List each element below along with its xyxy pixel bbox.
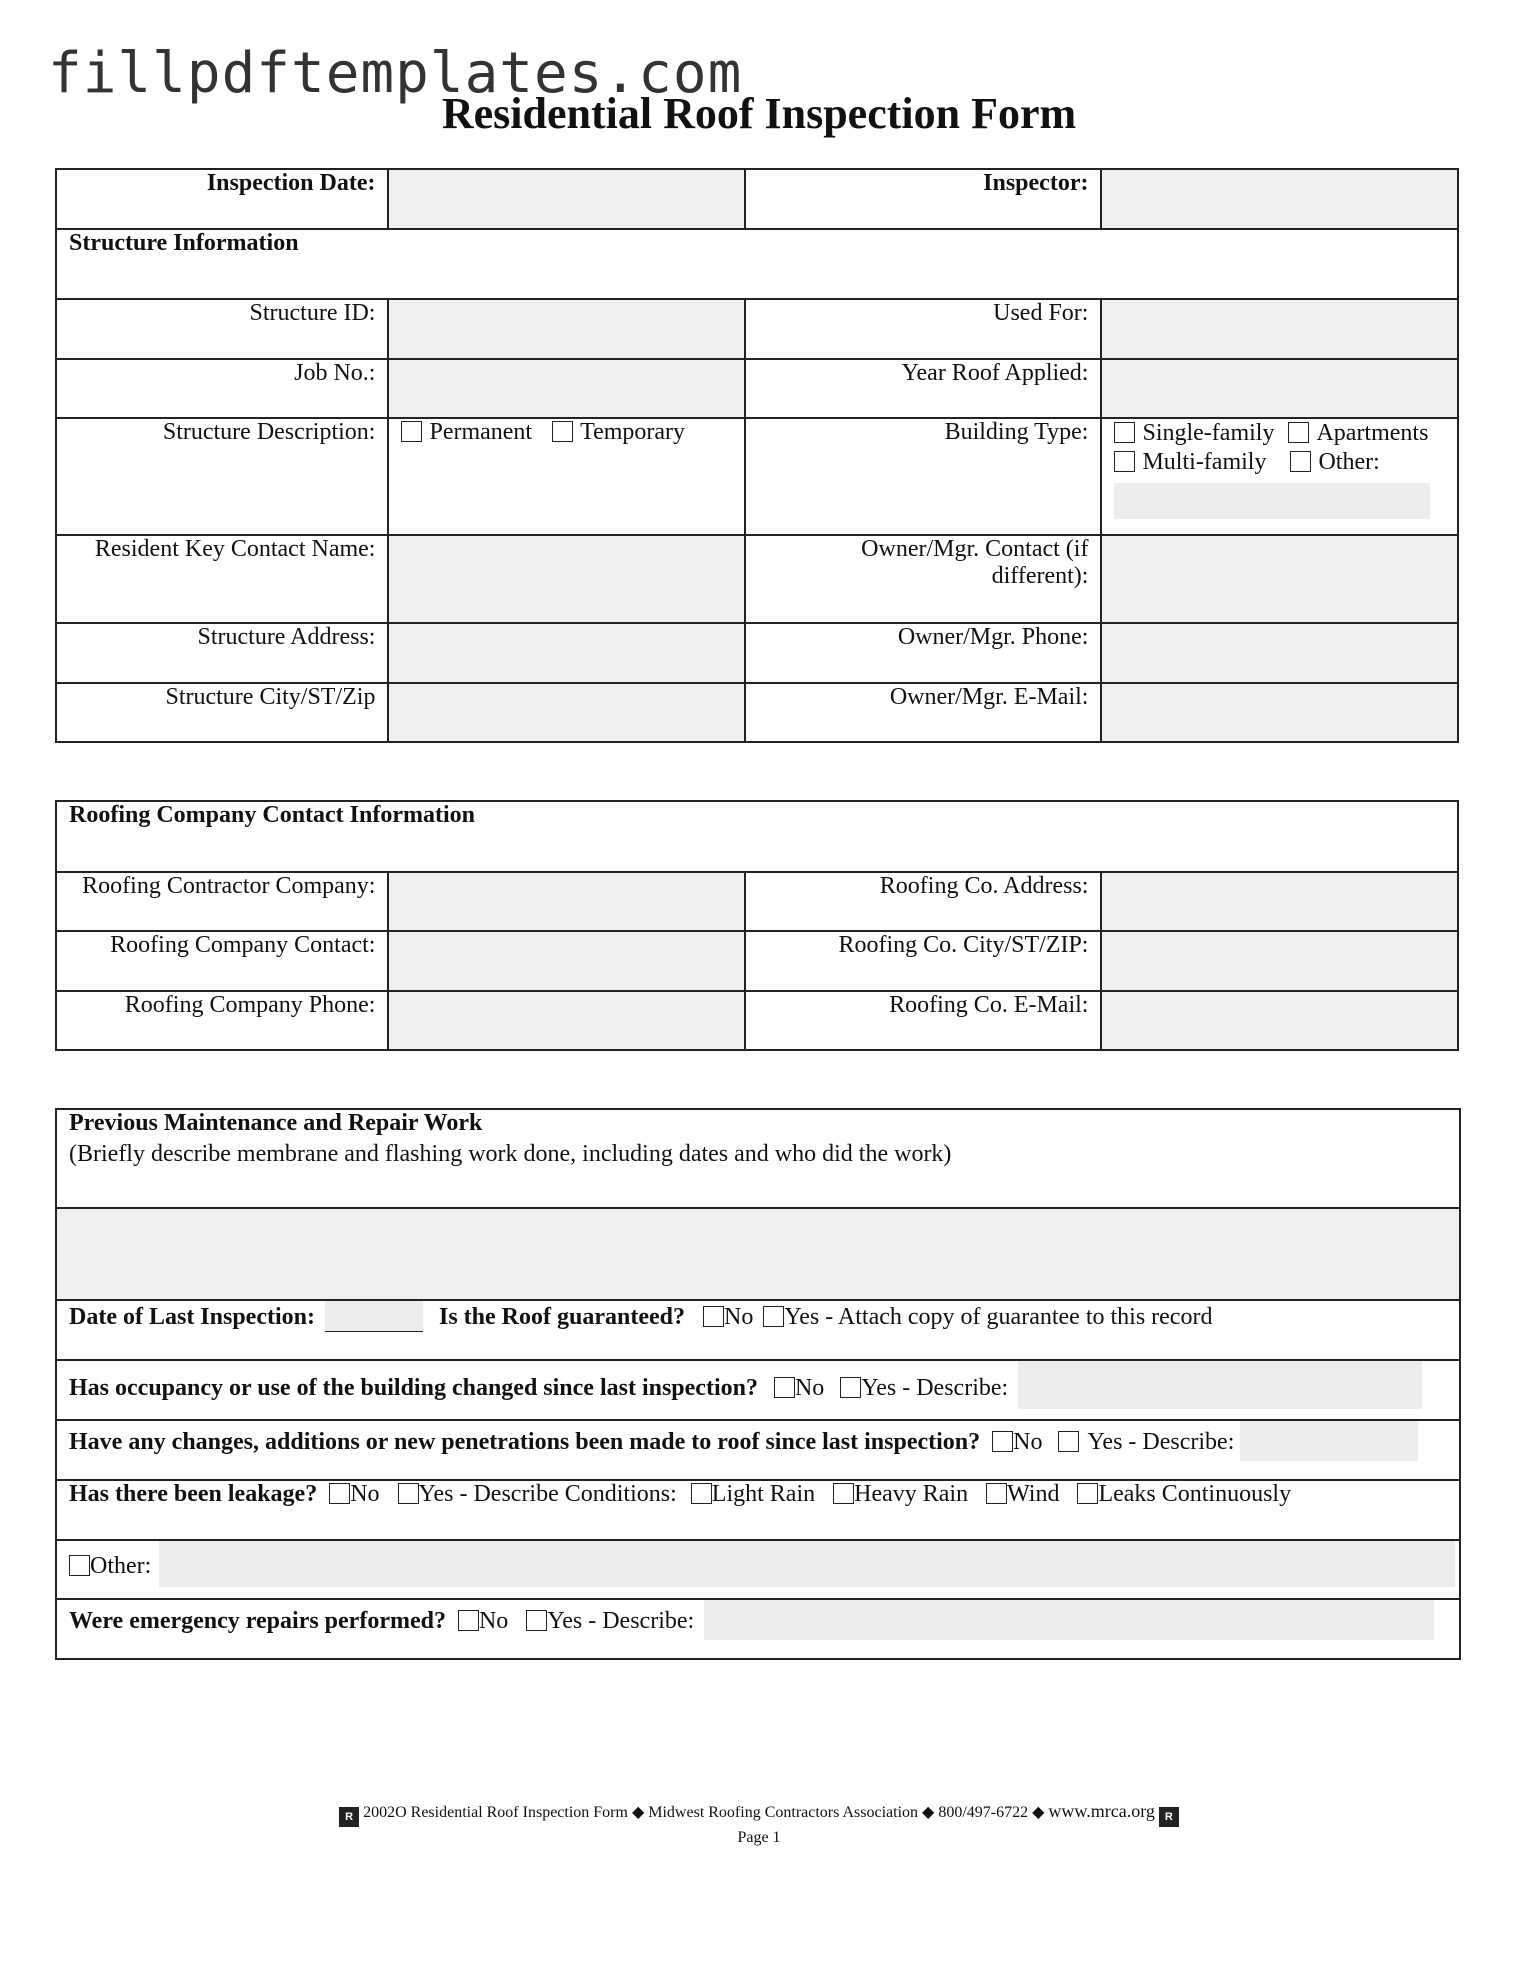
apartments-option[interactable] <box>1288 420 1428 446</box>
year-roof-applied-field[interactable] <box>1101 359 1458 418</box>
last-inspection-date-field[interactable] <box>325 1301 423 1332</box>
roofing-company-table <box>55 800 1459 1051</box>
maintenance-heading-cell <box>56 1109 1460 1208</box>
light-rain-checkbox[interactable] <box>691 1483 712 1504</box>
guaranteed-question: Is the Roof guaranteed? <box>439 1304 685 1330</box>
changes-yes-checkbox[interactable] <box>1058 1431 1079 1452</box>
changes-yes-label: Yes - Describe: <box>1087 1429 1235 1455</box>
heavy-rain-checkbox[interactable] <box>833 1483 854 1504</box>
emergency-no-checkbox[interactable] <box>458 1610 479 1631</box>
single-family-label: Single-family <box>1142 420 1275 446</box>
wind-checkbox[interactable] <box>986 1483 1007 1504</box>
contractor-company-label: Roofing Contractor Company: <box>56 872 388 931</box>
roofing-city-field[interactable] <box>1101 931 1458 991</box>
occupancy-yes-label: Yes - Describe: <box>861 1375 1009 1401</box>
building-type-label: Building Type: <box>745 418 1102 535</box>
owner-email-label: Owner/Mgr. E-Mail: <box>745 683 1102 742</box>
contractor-company-field[interactable] <box>388 872 745 931</box>
building-type-options <box>1101 418 1458 535</box>
inspection-date-field[interactable] <box>388 169 745 229</box>
guaranteed-yes-label: Yes - Attach copy of guarantee to this record <box>784 1304 1213 1330</box>
changes-no-label: No <box>1013 1429 1043 1455</box>
emergency-row <box>56 1599 1460 1659</box>
inspection-date-label: Inspection Date: <box>56 169 388 229</box>
leaks-continuously-label: Leaks Continuously <box>1098 1481 1292 1507</box>
single-family-checkbox[interactable] <box>1114 422 1135 443</box>
occupancy-no-checkbox[interactable] <box>774 1377 795 1398</box>
form-title: Residential Roof Inspection Form <box>441 89 1077 138</box>
owner-email-field[interactable] <box>1101 683 1458 742</box>
wind-label: Wind <box>1007 1481 1060 1507</box>
other-leakage-checkbox[interactable] <box>69 1555 90 1576</box>
roofing-email-field[interactable] <box>1101 991 1458 1050</box>
structure-city-field[interactable] <box>388 683 745 742</box>
temporary-option[interactable] <box>552 419 685 445</box>
maintenance-subheading: (Briefly describe membrane and flashing work done, including dates and who did the work) <box>69 1141 952 1167</box>
structure-info-table <box>55 168 1459 743</box>
other-row <box>56 1540 1460 1599</box>
roofing-company-heading: Roofing Company Contact Information <box>56 801 1458 872</box>
emergency-no-label: No <box>478 1608 509 1634</box>
mrca-logo-icon-right: R <box>1159 1807 1179 1827</box>
multi-family-option[interactable] <box>1114 449 1266 475</box>
structure-section-heading: Structure Information <box>56 229 1458 299</box>
roofing-city-label: Roofing Co. City/ST/ZIP: <box>745 931 1102 991</box>
owner-phone-field[interactable] <box>1101 623 1458 683</box>
apartments-checkbox[interactable] <box>1288 422 1309 443</box>
leakage-row <box>56 1480 1460 1540</box>
other-building-checkbox[interactable] <box>1290 451 1311 472</box>
leaks-continuously-checkbox[interactable] <box>1077 1483 1098 1504</box>
other-leakage-label: Other: <box>90 1553 152 1579</box>
emergency-question: Were emergency repairs performed? <box>69 1608 446 1634</box>
roofing-address-field[interactable] <box>1101 872 1458 931</box>
other-leakage-field[interactable] <box>159 1541 1455 1587</box>
maintenance-description-field[interactable] <box>56 1208 1460 1300</box>
temporary-checkbox[interactable] <box>552 421 573 442</box>
owner-phone-label: Owner/Mgr. Phone: <box>745 623 1102 683</box>
structure-address-label: Structure Address: <box>56 623 388 683</box>
job-no-label: Job No.: <box>56 359 388 418</box>
roofing-phone-field[interactable] <box>388 991 745 1050</box>
occupancy-row <box>56 1360 1460 1420</box>
resident-contact-field[interactable] <box>388 535 745 623</box>
emergency-yes-checkbox[interactable] <box>526 1610 547 1631</box>
emergency-yes-label: Yes - Describe: <box>547 1608 695 1634</box>
guaranteed-yes-checkbox[interactable] <box>763 1306 784 1327</box>
structure-address-field[interactable] <box>388 623 745 683</box>
roofing-contact-label: Roofing Company Contact: <box>56 931 388 991</box>
maintenance-heading: Previous Maintenance and Repair Work <box>69 1110 483 1136</box>
changes-row <box>56 1420 1460 1480</box>
occupancy-no-label: No <box>794 1375 825 1401</box>
emergency-describe-field[interactable] <box>704 1600 1434 1640</box>
other-building-field[interactable] <box>1114 483 1430 519</box>
last-inspection-label: Date of Last Inspection: <box>69 1304 315 1330</box>
roofing-email-label: Roofing Co. E-Mail: <box>745 991 1102 1050</box>
leakage-question: Has there been leakage? <box>69 1481 318 1507</box>
watermark-text: fillpdftemplates.com <box>48 41 743 106</box>
occupancy-describe-field[interactable] <box>1018 1361 1422 1409</box>
structure-description-options <box>388 418 745 535</box>
leakage-yes-label: Yes - Describe Conditions: <box>418 1481 677 1507</box>
guaranteed-no-checkbox[interactable] <box>703 1306 724 1327</box>
page-number: Page 1 <box>737 1829 781 1846</box>
structure-id-field[interactable] <box>388 299 745 359</box>
structure-city-label: Structure City/ST/Zip <box>56 683 388 742</box>
changes-no-checkbox[interactable] <box>992 1431 1013 1452</box>
light-rain-label: Light Rain <box>711 1481 816 1507</box>
inspector-label: Inspector: <box>745 169 1102 229</box>
changes-question: Have any changes, additions or new penetrations been made to roof since last inspection? <box>69 1429 981 1455</box>
roofing-phone-label: Roofing Company Phone: <box>56 991 388 1050</box>
roofing-contact-field[interactable] <box>388 931 745 991</box>
occupancy-question: Has occupancy or use of the building changed since last inspection? <box>69 1375 758 1401</box>
footer-line: 2002O Residential Roof Inspection Form ◆ Midwest Roofing Contractors Association ◆ 800/497-6722 ◆ <box>363 1804 1045 1821</box>
inspector-field[interactable] <box>1101 169 1458 229</box>
permanent-checkbox[interactable] <box>401 421 422 442</box>
permanent-option[interactable] <box>401 419 532 445</box>
used-for-field[interactable] <box>1101 299 1458 359</box>
owner-contact-label: Owner/Mgr. Contact (if different): <box>745 535 1102 623</box>
permanent-label: Permanent <box>429 419 533 445</box>
leakage-no-checkbox[interactable] <box>329 1483 350 1504</box>
job-no-field[interactable] <box>388 359 745 418</box>
heavy-rain-label: Heavy Rain <box>854 1481 969 1507</box>
resident-contact-label: Resident Key Contact Name: <box>56 535 388 623</box>
maintenance-table <box>55 1108 1461 1660</box>
guaranteed-no-label: No <box>724 1304 754 1330</box>
last-inspection-row <box>56 1300 1460 1360</box>
single-family-option[interactable] <box>1114 420 1274 446</box>
structure-id-label: Structure ID: <box>56 299 388 359</box>
roofing-address-label: Roofing Co. Address: <box>745 872 1102 931</box>
used-for-label: Used For: <box>745 299 1102 359</box>
leakage-no-label: No <box>350 1481 380 1507</box>
leakage-yes-checkbox[interactable] <box>398 1483 419 1504</box>
footer <box>0 1800 1518 1849</box>
year-roof-applied-label: Year Roof Applied: <box>745 359 1102 418</box>
other-building-label: Other: <box>1318 449 1380 475</box>
owner-contact-field[interactable] <box>1101 535 1458 623</box>
occupancy-yes-checkbox[interactable] <box>840 1377 861 1398</box>
footer-website: www.mrca.org <box>1048 1801 1155 1821</box>
multi-family-checkbox[interactable] <box>1114 451 1135 472</box>
mrca-logo-icon: R <box>339 1807 359 1827</box>
structure-description-label: Structure Description: <box>56 418 388 535</box>
other-building-option[interactable] <box>1290 449 1379 475</box>
temporary-label: Temporary <box>580 419 686 445</box>
apartments-label: Apartments <box>1316 420 1429 446</box>
changes-describe-field[interactable] <box>1240 1421 1418 1461</box>
multi-family-label: Multi-family <box>1142 449 1267 475</box>
